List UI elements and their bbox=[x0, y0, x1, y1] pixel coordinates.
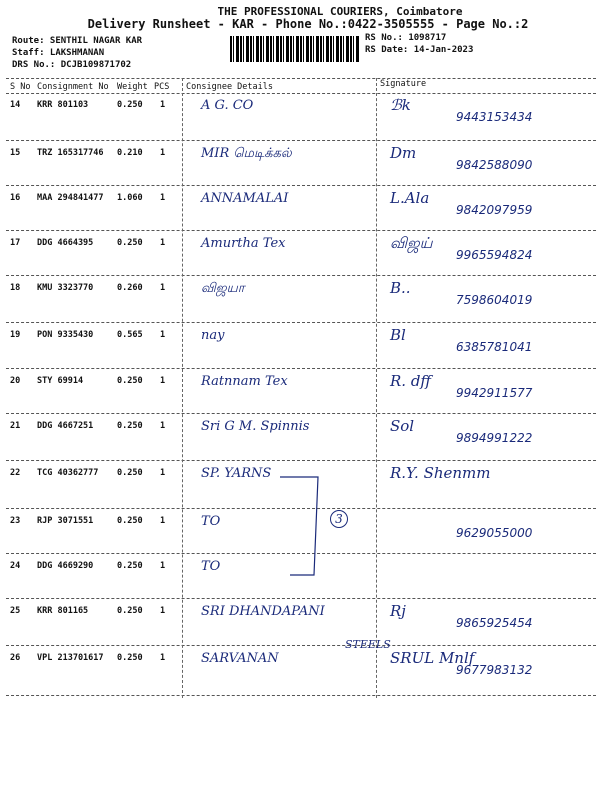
col-pcs: PCS bbox=[154, 82, 170, 92]
row-weight: 1.060 bbox=[117, 193, 143, 203]
row-phone: 9677983132 bbox=[456, 663, 533, 677]
table-row bbox=[6, 645, 596, 696]
runsheet-title: THE PROFESSIONAL COURIERS, Coimbatore bbox=[217, 5, 463, 18]
col-consignment: Consignment No bbox=[37, 82, 109, 92]
row-phone: 9942911577 bbox=[456, 386, 533, 400]
row-phone: 9443153434 bbox=[456, 110, 533, 124]
circled-number: 3 bbox=[330, 510, 348, 528]
row-sno: 20 bbox=[10, 376, 21, 386]
row-phone: 7598604019 bbox=[456, 293, 533, 307]
row-consignment: PON 9335430 bbox=[37, 330, 94, 340]
row-pcs: 1 bbox=[160, 653, 166, 663]
rs-date: RS Date: 14-Jan-2023 bbox=[365, 45, 474, 55]
row-consignee: Amurtha Tex bbox=[201, 236, 286, 251]
row-weight: 0.210 bbox=[117, 148, 143, 158]
rs-number: RS No.: 1098717 bbox=[365, 33, 447, 43]
row-pcs: 1 bbox=[160, 148, 166, 158]
col-consignee: Consignee Details bbox=[186, 82, 273, 92]
row-sno: 14 bbox=[10, 100, 21, 110]
row-sno: 25 bbox=[10, 606, 21, 616]
row-weight: 0.260 bbox=[117, 283, 143, 293]
row-sno: 23 bbox=[10, 516, 21, 526]
row-phone: 6385781041 bbox=[456, 340, 533, 354]
row-consignment: RJP 3071551 bbox=[37, 516, 94, 526]
row-sno: 18 bbox=[10, 283, 21, 293]
row-weight: 0.250 bbox=[117, 238, 143, 248]
row-sno: 21 bbox=[10, 421, 21, 431]
row-consignee: ANNAMALAI bbox=[201, 191, 289, 206]
row-pcs: 1 bbox=[160, 238, 166, 248]
row-phone: 9842097959 bbox=[456, 203, 533, 217]
row-pcs: 1 bbox=[160, 421, 166, 431]
row-signature: L.Ala bbox=[390, 189, 430, 207]
row-pcs: 1 bbox=[160, 376, 166, 386]
row-phone: 9629055000 bbox=[456, 526, 533, 540]
row-consignment: TRZ 165317746 bbox=[37, 148, 104, 158]
table-row bbox=[6, 275, 596, 323]
row-consignment: KRR 801165 bbox=[37, 606, 89, 616]
col-weight: Weight bbox=[117, 82, 148, 92]
row-signature: ℬk bbox=[390, 96, 411, 114]
row-consignee: A G. CO bbox=[201, 98, 254, 113]
table-row bbox=[6, 230, 596, 276]
row-consignee: Ratnnam Tex bbox=[201, 374, 288, 389]
row-consignee: MIR மெடிக்கல் bbox=[201, 146, 292, 161]
row-signature: Bl bbox=[390, 326, 406, 344]
table-row bbox=[6, 413, 596, 461]
row-consignment: MAA 294841477 bbox=[37, 193, 104, 203]
table-row bbox=[6, 140, 596, 186]
barcode bbox=[230, 36, 360, 62]
row-consignee: TO bbox=[201, 514, 221, 529]
row-pcs: 1 bbox=[160, 516, 166, 526]
table-row bbox=[6, 185, 596, 231]
route-label: Route: SENTHIL NAGAR KAR bbox=[12, 36, 143, 46]
row-weight: 0.250 bbox=[117, 376, 143, 386]
row-weight: 0.565 bbox=[117, 330, 143, 340]
row-signature: Dm bbox=[390, 144, 417, 162]
row-consignment: VPL 213701617 bbox=[37, 653, 104, 663]
row-weight: 0.250 bbox=[117, 561, 143, 571]
column-divider bbox=[376, 78, 377, 698]
row-consignee: SP. YARNS bbox=[201, 466, 272, 481]
row-consignee: TO bbox=[201, 559, 221, 574]
row-consignee: SRI DHANDAPANI bbox=[201, 604, 325, 619]
row-phone: 9965594824 bbox=[456, 248, 533, 262]
row-sno: 24 bbox=[10, 561, 21, 571]
row-signature: R.Y. Shenmm bbox=[390, 464, 491, 482]
row-weight: 0.250 bbox=[117, 653, 143, 663]
table-row bbox=[6, 368, 596, 414]
row-sno: 15 bbox=[10, 148, 21, 158]
row-phone: 9894991222 bbox=[456, 431, 533, 445]
row-signature: SRUL Mnlf bbox=[390, 649, 475, 667]
drs-label: DRS No.: DCJB109871702 bbox=[12, 60, 132, 70]
row-pcs: 1 bbox=[160, 193, 166, 203]
runsheet-table bbox=[6, 78, 596, 698]
row-pcs: 1 bbox=[160, 100, 166, 110]
row-weight: 0.250 bbox=[117, 100, 143, 110]
row-weight: 0.250 bbox=[117, 421, 143, 431]
row-pcs: 1 bbox=[160, 606, 166, 616]
staff-label: Staff: LAKSHMANAN bbox=[12, 48, 105, 58]
row-sno: 19 bbox=[10, 330, 21, 340]
row-signature: B.. bbox=[390, 279, 411, 297]
row-pcs: 1 bbox=[160, 283, 166, 293]
row-signature: Rj bbox=[390, 602, 406, 620]
row-consignment: DDG 4667251 bbox=[37, 421, 94, 431]
row-consignment: KRR 801103 bbox=[37, 100, 89, 110]
col-signature: Signature bbox=[380, 79, 427, 89]
row-weight: 0.250 bbox=[117, 468, 143, 478]
row-sno: 22 bbox=[10, 468, 21, 478]
bracket-mark bbox=[270, 475, 330, 580]
row-pcs: 1 bbox=[160, 561, 166, 571]
row-weight: 0.250 bbox=[117, 606, 143, 616]
row-phone: 9842588090 bbox=[456, 158, 533, 172]
runsheet-subtitle: Delivery Runsheet - KAR - Phone No.:0422-3505555 - Page No.:2 bbox=[87, 17, 529, 31]
table-row bbox=[6, 598, 596, 646]
row-weight: 0.250 bbox=[117, 516, 143, 526]
row-signature: விஜய் bbox=[390, 234, 433, 252]
row-consignee: SARVANAN bbox=[201, 651, 279, 666]
row-consignee: விஜயா bbox=[201, 281, 245, 296]
row-signature: Sol bbox=[390, 417, 415, 435]
row-pcs: 1 bbox=[160, 330, 166, 340]
row-consignment: TCG 40362777 bbox=[37, 468, 99, 478]
row-consignee: Sri G M. Spinnis bbox=[201, 419, 310, 434]
row-consignment: KMU 3323770 bbox=[37, 283, 94, 293]
column-divider bbox=[182, 78, 183, 698]
row-consignment: STY 69914 bbox=[37, 376, 84, 386]
steels-note: STEELS bbox=[345, 638, 391, 651]
row-phone: 9865925454 bbox=[456, 616, 533, 630]
row-sno: 17 bbox=[10, 238, 21, 248]
table-row bbox=[6, 92, 596, 141]
row-sno: 26 bbox=[10, 653, 21, 663]
row-pcs: 1 bbox=[160, 468, 166, 478]
table-row bbox=[6, 322, 596, 369]
col-sno: S No bbox=[10, 82, 31, 92]
row-consignment: DDG 4664395 bbox=[37, 238, 94, 248]
row-consignee: nay bbox=[201, 328, 225, 343]
row-sno: 16 bbox=[10, 193, 21, 203]
row-consignment: DDG 4669290 bbox=[37, 561, 94, 571]
row-signature: R. dff bbox=[390, 372, 432, 390]
